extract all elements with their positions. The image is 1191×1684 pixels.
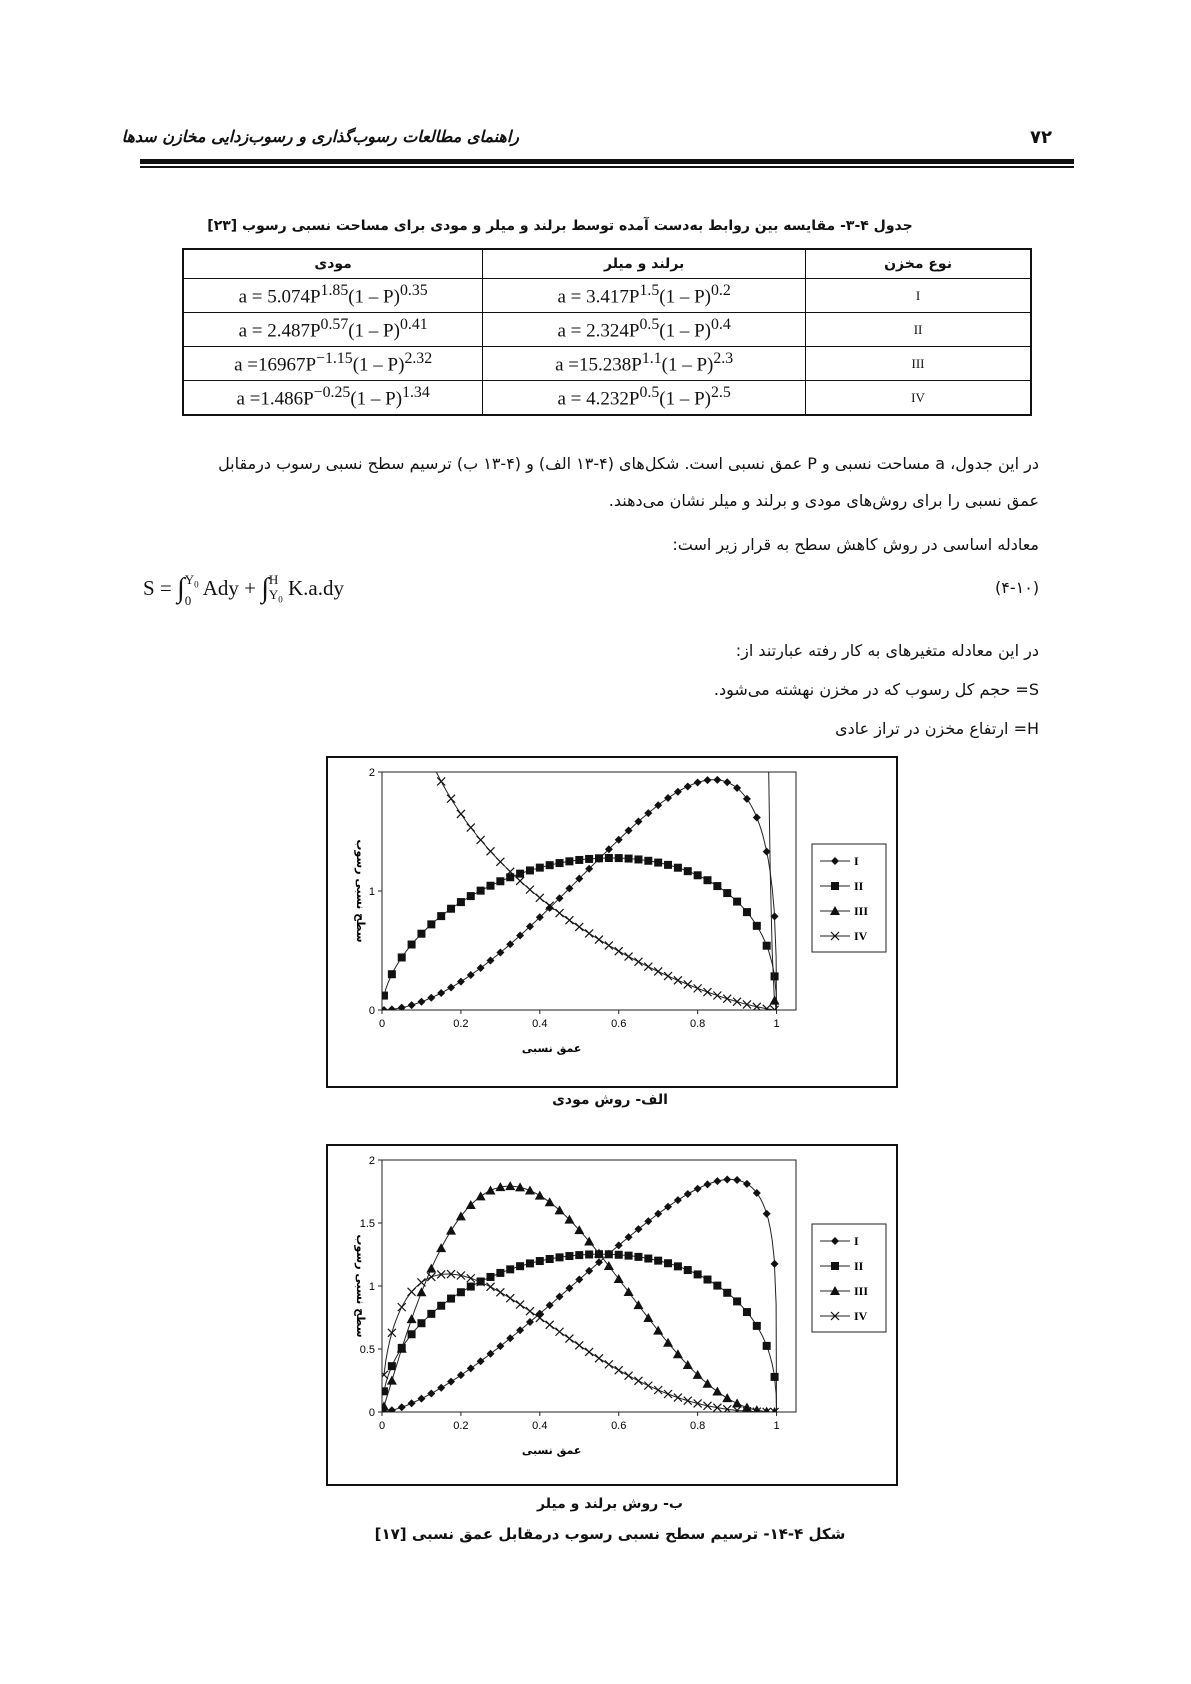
legend-marker: [831, 882, 839, 890]
data-point-II: [605, 1250, 613, 1258]
data-point-I: [427, 1389, 435, 1397]
data-point-I: [694, 1185, 702, 1193]
legend-entry: II: [854, 879, 864, 893]
data-point-II: [684, 867, 692, 875]
data-point-II: [467, 892, 475, 900]
data-point-I: [437, 1384, 445, 1392]
data-point-I: [674, 788, 682, 796]
data-point-I: [723, 778, 731, 786]
data-point-II: [713, 882, 721, 890]
data-point-I: [427, 994, 435, 1002]
legend-entry: III: [854, 904, 869, 918]
data-point-II: [763, 1342, 771, 1350]
data-point-I: [771, 1260, 779, 1268]
data-point-I: [674, 1196, 682, 1204]
header-moody: مودی: [183, 249, 483, 279]
y-tick-label: 2: [368, 767, 375, 779]
data-point-II: [753, 922, 761, 930]
equation-number: (۴-۱۰): [995, 578, 1040, 597]
data-point-I: [388, 1005, 396, 1013]
y-tick-label: 1: [368, 1281, 375, 1293]
data-point-I: [447, 1378, 455, 1386]
data-point-III: [643, 1313, 653, 1322]
data-point-III: [770, 996, 780, 1005]
data-point-III: [525, 1186, 535, 1195]
data-point-II: [674, 1262, 682, 1270]
y-tick-label: 1: [368, 886, 375, 898]
paragraph-line: در این جدول، a مساحت نسبی و P عمق نسبی است. شکل‌های (۴-۱۳ الف) و (۴-۱۳ ب) ترسیم سطح نسبی رسوب درمقابل: [218, 454, 1039, 473]
page-number: ۷۲: [1030, 127, 1052, 148]
data-point-III: [379, 1401, 389, 1410]
formula-borland-miller: $a = 2.324P^{0.5}(1 - P)^{0.4}$: [483, 313, 806, 347]
table-row: [183, 381, 1031, 416]
formula-moody: $a = 2.487P^{0.57}(1 - P)^{0.41}$: [183, 313, 483, 347]
x-axis-label: عمق نسبی: [521, 1042, 582, 1055]
data-point-II: [496, 877, 504, 885]
data-point-I: [763, 1210, 771, 1218]
chart-moody: [326, 756, 898, 1088]
data-point-III: [624, 1287, 634, 1296]
plot-frame: [382, 1160, 796, 1412]
formula-borland-miller: $a =15.238P^{1.1}(1 - P)^{2.3}$: [483, 347, 806, 381]
legend-entry: IV: [854, 1309, 868, 1323]
x-tick-label: 0.2: [453, 1420, 469, 1432]
data-point-III: [505, 1181, 515, 1190]
x-tick-label: 0: [378, 1420, 386, 1432]
figure-caption: شکل ۴-۱۴- ترسیم سطح نسبی رسوب درمقابل عمق نسبی [۱۷]: [374, 1525, 846, 1543]
paragraph: معادله اساسی در روش کاهش سطح به قرار زیر است:: [672, 535, 1039, 554]
data-point-II: [664, 1259, 672, 1267]
data-point-II: [694, 1270, 702, 1278]
data-point-II: [408, 1330, 416, 1338]
y-tick-label: 0.5: [359, 1344, 375, 1356]
data-point-I: [408, 1399, 416, 1407]
data-point-I: [467, 1364, 475, 1372]
comparison-table: [182, 248, 1032, 416]
data-point-III: [476, 1191, 486, 1200]
data-point-III: [604, 1261, 614, 1270]
header-rule-thick: [140, 159, 1074, 164]
running-header-title: راهنمای مطالعات رسوب‌گذاری و رسوب‌زدایی مخازن سدها: [121, 127, 519, 146]
data-point-II: [516, 1262, 524, 1270]
data-point-I: [477, 964, 485, 972]
chart-caption-borland-miller: ب- روش برلند و میلر: [537, 1496, 683, 1512]
data-point-III: [722, 1393, 732, 1402]
data-point-III: [535, 1191, 545, 1200]
series-I: [380, 1176, 779, 1416]
data-point-I: [713, 1177, 721, 1185]
x-axis-label: عمق نسبی: [521, 1444, 582, 1457]
data-point-I: [664, 794, 672, 802]
legend-entry: IV: [854, 929, 868, 943]
data-point-II: [644, 1255, 652, 1263]
data-point-II: [605, 854, 613, 862]
x-tick-label: 0.2: [453, 1018, 469, 1030]
data-point-II: [565, 857, 573, 865]
data-point-I: [457, 978, 465, 986]
paragraph: S= حجم کل رسوب که در مخزن نهشته می‌شود.: [713, 680, 1039, 699]
table-row: [183, 347, 1031, 381]
data-point-I: [467, 971, 475, 979]
data-point-I: [664, 1203, 672, 1211]
data-point-II: [674, 864, 682, 872]
data-point-II: [526, 1259, 534, 1267]
data-point-II: [526, 866, 534, 874]
data-point-I: [703, 1180, 711, 1188]
data-point-II: [467, 1283, 475, 1291]
data-point-I: [694, 779, 702, 787]
header-reservoir-type: نوع مخزن: [806, 249, 1031, 279]
data-point-II: [536, 1257, 544, 1265]
data-point-II: [625, 1252, 633, 1260]
legend-entry: II: [854, 1259, 864, 1273]
x-tick-label: 1: [773, 1420, 780, 1432]
data-point-II: [437, 1302, 445, 1310]
data-point-I: [654, 801, 662, 809]
data-point-II: [585, 1250, 593, 1258]
data-point-II: [398, 953, 406, 961]
data-point-III: [712, 1387, 722, 1396]
data-point-I: [753, 814, 761, 822]
series-line-I: [384, 1179, 777, 1412]
data-point-II: [380, 992, 388, 1000]
data-point-II: [664, 861, 672, 869]
data-point-II: [654, 859, 662, 867]
data-point-II: [595, 854, 603, 862]
data-point-II: [713, 1282, 721, 1290]
data-point-II: [565, 1252, 573, 1260]
data-point-II: [654, 1257, 662, 1265]
table-header-row: [183, 249, 1031, 279]
data-point-III: [485, 1186, 495, 1195]
data-point-II: [388, 970, 396, 978]
data-point-II: [694, 871, 702, 879]
data-point-I: [437, 989, 445, 997]
data-point-II: [506, 1265, 514, 1273]
data-point-III: [545, 1197, 555, 1206]
data-point-I: [684, 782, 692, 790]
data-point-II: [723, 889, 731, 897]
data-point-I: [654, 1210, 662, 1218]
x-tick-label: 1: [773, 1018, 780, 1030]
data-point-II: [703, 1276, 711, 1284]
y-axis-label: سطح نسبی رسوب: [354, 839, 367, 943]
paragraph-line: عمق نسبی را برای روش‌های مودی و برلند و میلر نشان می‌دهند.: [608, 491, 1039, 510]
data-point-I: [684, 1190, 692, 1198]
y-tick-label: 0: [368, 1005, 375, 1017]
chart-borland-miller-svg: [328, 1146, 896, 1484]
chart-caption-moody: الف- روش مودی: [552, 1092, 668, 1108]
data-point-II: [447, 905, 455, 913]
data-point-II: [703, 876, 711, 884]
data-point-III: [633, 1300, 643, 1309]
chart-borland-miller: [326, 1144, 898, 1486]
data-point-III: [407, 1314, 417, 1323]
data-point-II: [457, 898, 465, 906]
y-tick-label: 0: [368, 1407, 375, 1419]
data-point-II: [556, 1253, 564, 1261]
data-point-II: [437, 912, 445, 920]
paragraph: در این معادله متغیرهای به کار رفته عبارتند از:: [735, 641, 1039, 660]
legend-entry: I: [854, 854, 859, 868]
data-point-I: [447, 984, 455, 992]
equation: $S = \int Y_0$ 0 Ady + ∫H $Y_0$ K.a.dy: [143, 572, 345, 608]
data-point-I: [733, 1176, 741, 1184]
data-point-II: [486, 1273, 494, 1281]
series-line-I: [384, 780, 777, 1010]
data-point-I: [417, 1395, 425, 1403]
data-point-I: [723, 1176, 731, 1184]
data-point-II: [634, 855, 642, 863]
reservoir-type: III: [806, 347, 1031, 381]
data-point-II: [546, 861, 554, 869]
data-point-II: [427, 920, 435, 928]
header-borland-miller: برلند و میلر: [483, 249, 806, 279]
y-tick-label: 2: [368, 1155, 375, 1167]
data-point-II: [575, 1251, 583, 1259]
data-point-II: [684, 1266, 692, 1274]
data-point-II: [546, 1255, 554, 1263]
formula-borland-miller: $a = 3.417P^{1.5}(1 - P)^{0.2}$: [483, 279, 806, 313]
data-point-II: [427, 1310, 435, 1318]
data-point-III: [387, 1376, 397, 1385]
data-point-II: [417, 930, 425, 938]
x-tick-label: 0.6: [611, 1018, 627, 1030]
data-point-I: [408, 1001, 416, 1009]
data-point-II: [477, 887, 485, 895]
data-point-II: [556, 859, 564, 867]
data-point-II: [743, 908, 751, 916]
data-point-I: [713, 776, 721, 784]
data-point-II: [486, 882, 494, 890]
data-point-II: [575, 856, 583, 864]
data-point-III: [446, 1226, 456, 1235]
x-tick-label: 0.4: [532, 1018, 548, 1030]
data-point-II: [733, 1297, 741, 1305]
legend-entry: III: [854, 1284, 869, 1298]
formula-moody: $a =16967P^{-1.15}(1 - P)^{2.32}$: [183, 347, 483, 381]
reservoir-type: I: [806, 279, 1031, 313]
x-tick-label: 0: [378, 1018, 386, 1030]
formula-borland-miller: $a = 4.232P^{0.5}(1 - P)^{2.5}$: [483, 381, 806, 416]
data-point-III: [416, 1287, 426, 1296]
table-row: [183, 313, 1031, 347]
data-point-II: [644, 857, 652, 865]
data-point-II: [536, 864, 544, 872]
series-IV: [421, 758, 778, 1014]
data-point-I: [417, 998, 425, 1006]
data-point-III: [426, 1264, 436, 1273]
formula-moody: $a =1.486P^{-0.25}(1 - P)^{1.34}$: [183, 381, 483, 416]
data-point-III: [436, 1243, 446, 1252]
data-point-II: [753, 1322, 761, 1330]
data-point-II: [634, 1253, 642, 1261]
series-I: [380, 776, 779, 1014]
data-point-II: [615, 1251, 623, 1259]
series-line-III: [768, 758, 776, 1010]
data-point-II: [388, 1362, 396, 1370]
data-point-III: [614, 1274, 624, 1283]
data-point-II: [516, 870, 524, 878]
data-point-I: [743, 1180, 751, 1188]
y-tick-label: 1.5: [359, 1218, 375, 1230]
paragraph: H= ارتفاع مخزن در تراز عادی: [835, 719, 1039, 738]
data-point-II: [615, 854, 623, 862]
data-point-I: [388, 1406, 396, 1414]
data-point-II: [625, 855, 633, 863]
data-point-III: [555, 1205, 565, 1214]
table-caption: جدول ۴-۳- مقایسه بین روابط به‌دست آمده توسط برلند و میلر و مودی برای مساحت نسبی رسوب [۲۳]: [207, 218, 913, 234]
legend-entry: I: [854, 1234, 859, 1248]
data-point-I: [457, 1371, 465, 1379]
data-point-I: [398, 1403, 406, 1411]
series-line-III: [384, 1186, 777, 1412]
y-axis-label: سطح نسبی رسوب: [354, 1234, 367, 1338]
table-row: [183, 279, 1031, 313]
data-point-I: [703, 776, 711, 784]
data-point-II: [417, 1319, 425, 1327]
data-point-II: [723, 1289, 731, 1297]
plot-frame: [382, 772, 796, 1010]
data-point-II: [408, 941, 416, 949]
reservoir-type: II: [806, 313, 1031, 347]
data-point-II: [763, 942, 771, 950]
data-point-II: [733, 898, 741, 906]
x-tick-label: 0.8: [689, 1018, 706, 1030]
reservoir-type: IV: [806, 381, 1031, 416]
header-rule-thin: [140, 166, 1074, 168]
legend-marker: [831, 1262, 839, 1270]
data-point-I: [743, 795, 751, 803]
data-point-II: [743, 1308, 751, 1316]
data-point-II: [771, 972, 779, 980]
data-point-I: [486, 1350, 494, 1358]
chart-moody-svg: [328, 758, 896, 1086]
data-point-II: [447, 1295, 455, 1303]
x-tick-label: 0.8: [689, 1420, 706, 1432]
data-point-II: [585, 855, 593, 863]
data-point-II: [771, 1373, 779, 1381]
series-III: [379, 1181, 780, 1416]
data-point-II: [496, 1269, 504, 1277]
data-point-I: [477, 1357, 485, 1365]
formula-moody: $a = 5.074P^{1.85}(1 - P)^{0.35}$: [183, 279, 483, 313]
data-point-II: [457, 1288, 465, 1296]
x-tick-label: 0.6: [611, 1420, 627, 1432]
data-point-II: [380, 1387, 388, 1395]
x-tick-label: 0.4: [532, 1420, 548, 1432]
